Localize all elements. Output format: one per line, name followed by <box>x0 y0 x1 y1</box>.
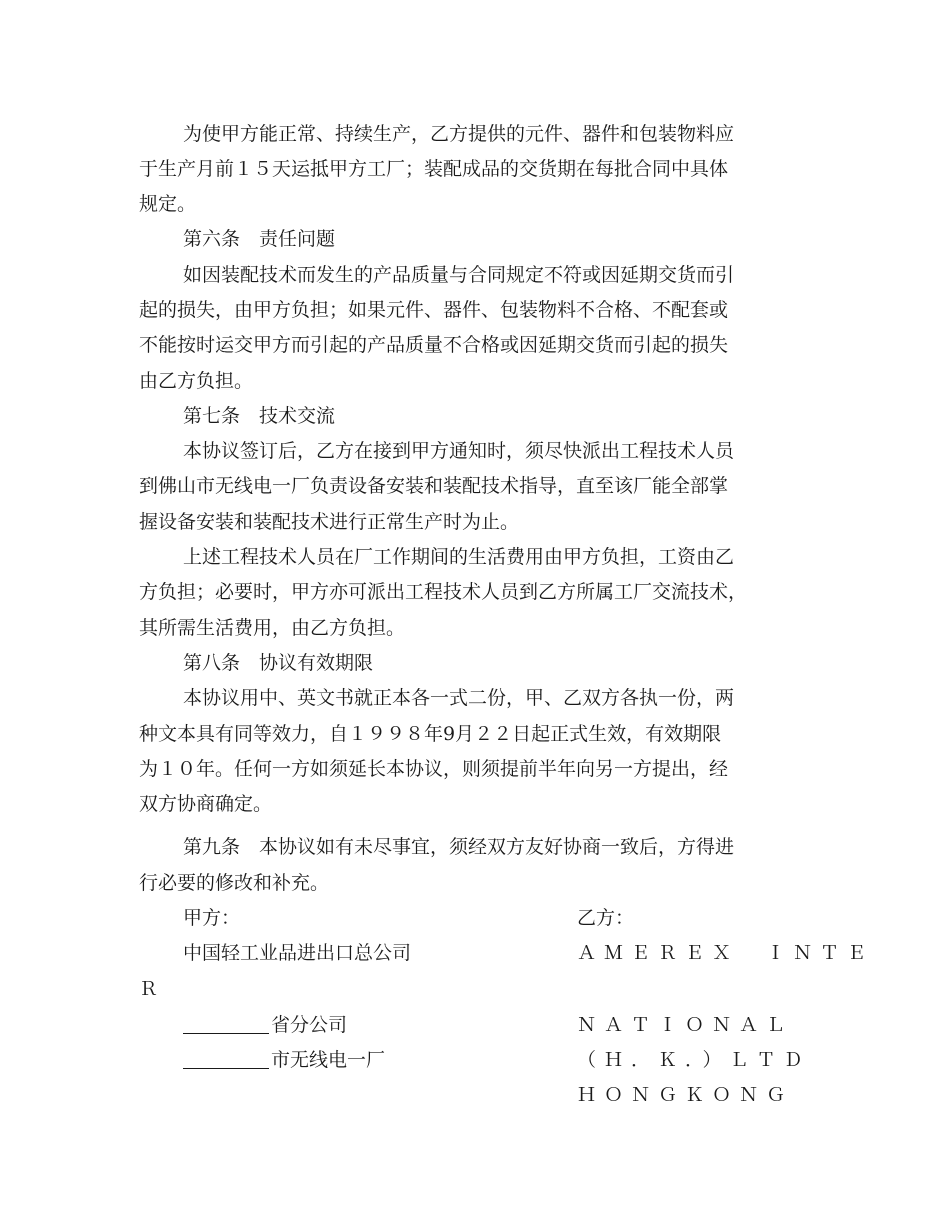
party-b-name-line3: （Ｈ．Ｋ．）ＬＴＤ <box>577 1049 811 1071</box>
para1-line2: 于生产月前１５天运抵甲方工厂；装配成品的交货期在每批合同中具体 <box>139 158 729 180</box>
party-a-branch2-label: 市无线电一厂 <box>271 1049 386 1071</box>
party-b-name-wrap: Ｒ <box>139 978 159 1000</box>
party-a-company: 中国轻工业品进出口总公司 <box>183 942 412 964</box>
para1-line1: 为使甲方能正常、持续生产，乙方提供的元件、器件和包装物料应 <box>183 123 735 145</box>
party-b-label: 乙方： <box>577 907 635 929</box>
article9-line2: 行必要的修改和补充。 <box>139 872 330 894</box>
party-b-name-line4: ＨＯＮＧＫＯＮＧ <box>577 1084 794 1106</box>
party-a-branch2 <box>183 1042 385 1078</box>
para3-line2: 到佛山市无线电一厂负责设备安装和装配技术指导，直至该厂能全部掌 <box>139 475 729 497</box>
para5-line2: 种文本具有同等效力，自１９９８年9月２２日起正式生效，有效期限 <box>139 723 722 745</box>
blank-fill-line <box>183 1012 269 1034</box>
para1-line3: 规定。 <box>139 193 197 215</box>
para2-line4: 由乙方负担。 <box>139 370 254 392</box>
para4-line3: 其所需生活费用，由乙方负担。 <box>139 617 406 639</box>
party-a-branch1-label: 省分公司 <box>271 1014 348 1036</box>
party-b-name-line2: ＮＡＴＩＯＮＡＬ <box>577 1014 794 1036</box>
para3-line3: 握设备安装和装配技术进行正常生产时为止。 <box>139 511 520 533</box>
para2-line1: 如因装配技术而发生的产品质量与合同规定不符或因延期交货而引 <box>183 264 735 286</box>
para3-line1: 本协议签订后，乙方在接到甲方通知时，须尽快派出工程技术人员 <box>183 440 735 462</box>
article9-line1: 第九条 本协议如有未尽事宜，须经双方友好协商一致后，方得进 <box>183 836 735 858</box>
blank-fill-line <box>183 1047 269 1069</box>
para4-line2: 方负担；必要时，甲方亦可派出工程技术人员到乙方所属工厂交流技术， <box>139 581 748 603</box>
para2-line2: 起的损失，由甲方负担；如果元件、器件、包装物料不合格、不配套或 <box>139 299 729 321</box>
party-b-name-line1: ＡＭＥＲＥＸ ＩＮＴＥ <box>577 942 875 964</box>
party-a-branch1 <box>183 1007 347 1043</box>
article6-heading: 第六条 责任问题 <box>183 228 336 250</box>
para5-line4: 双方协商确定。 <box>139 793 273 815</box>
party-a-label: 甲方： <box>183 907 241 929</box>
para5-line1: 本协议用中、英文书就正本各一式二份，甲、乙双方各执一份，两 <box>183 687 735 709</box>
para5-line3: 为１０年。任何一方如须延长本协议，则须提前半年向另一方提出，经 <box>139 758 729 780</box>
article7-heading: 第七条 技术交流 <box>183 405 336 427</box>
para2-line3: 不能按时运交甲方而引起的产品质量不合格或因延期交货而引起的损失 <box>139 334 729 356</box>
article8-heading: 第八条 协议有效期限 <box>183 652 374 674</box>
para4-line1: 上述工程技术人员在厂工作期间的生活费用由甲方负担，工资由乙 <box>183 546 735 568</box>
